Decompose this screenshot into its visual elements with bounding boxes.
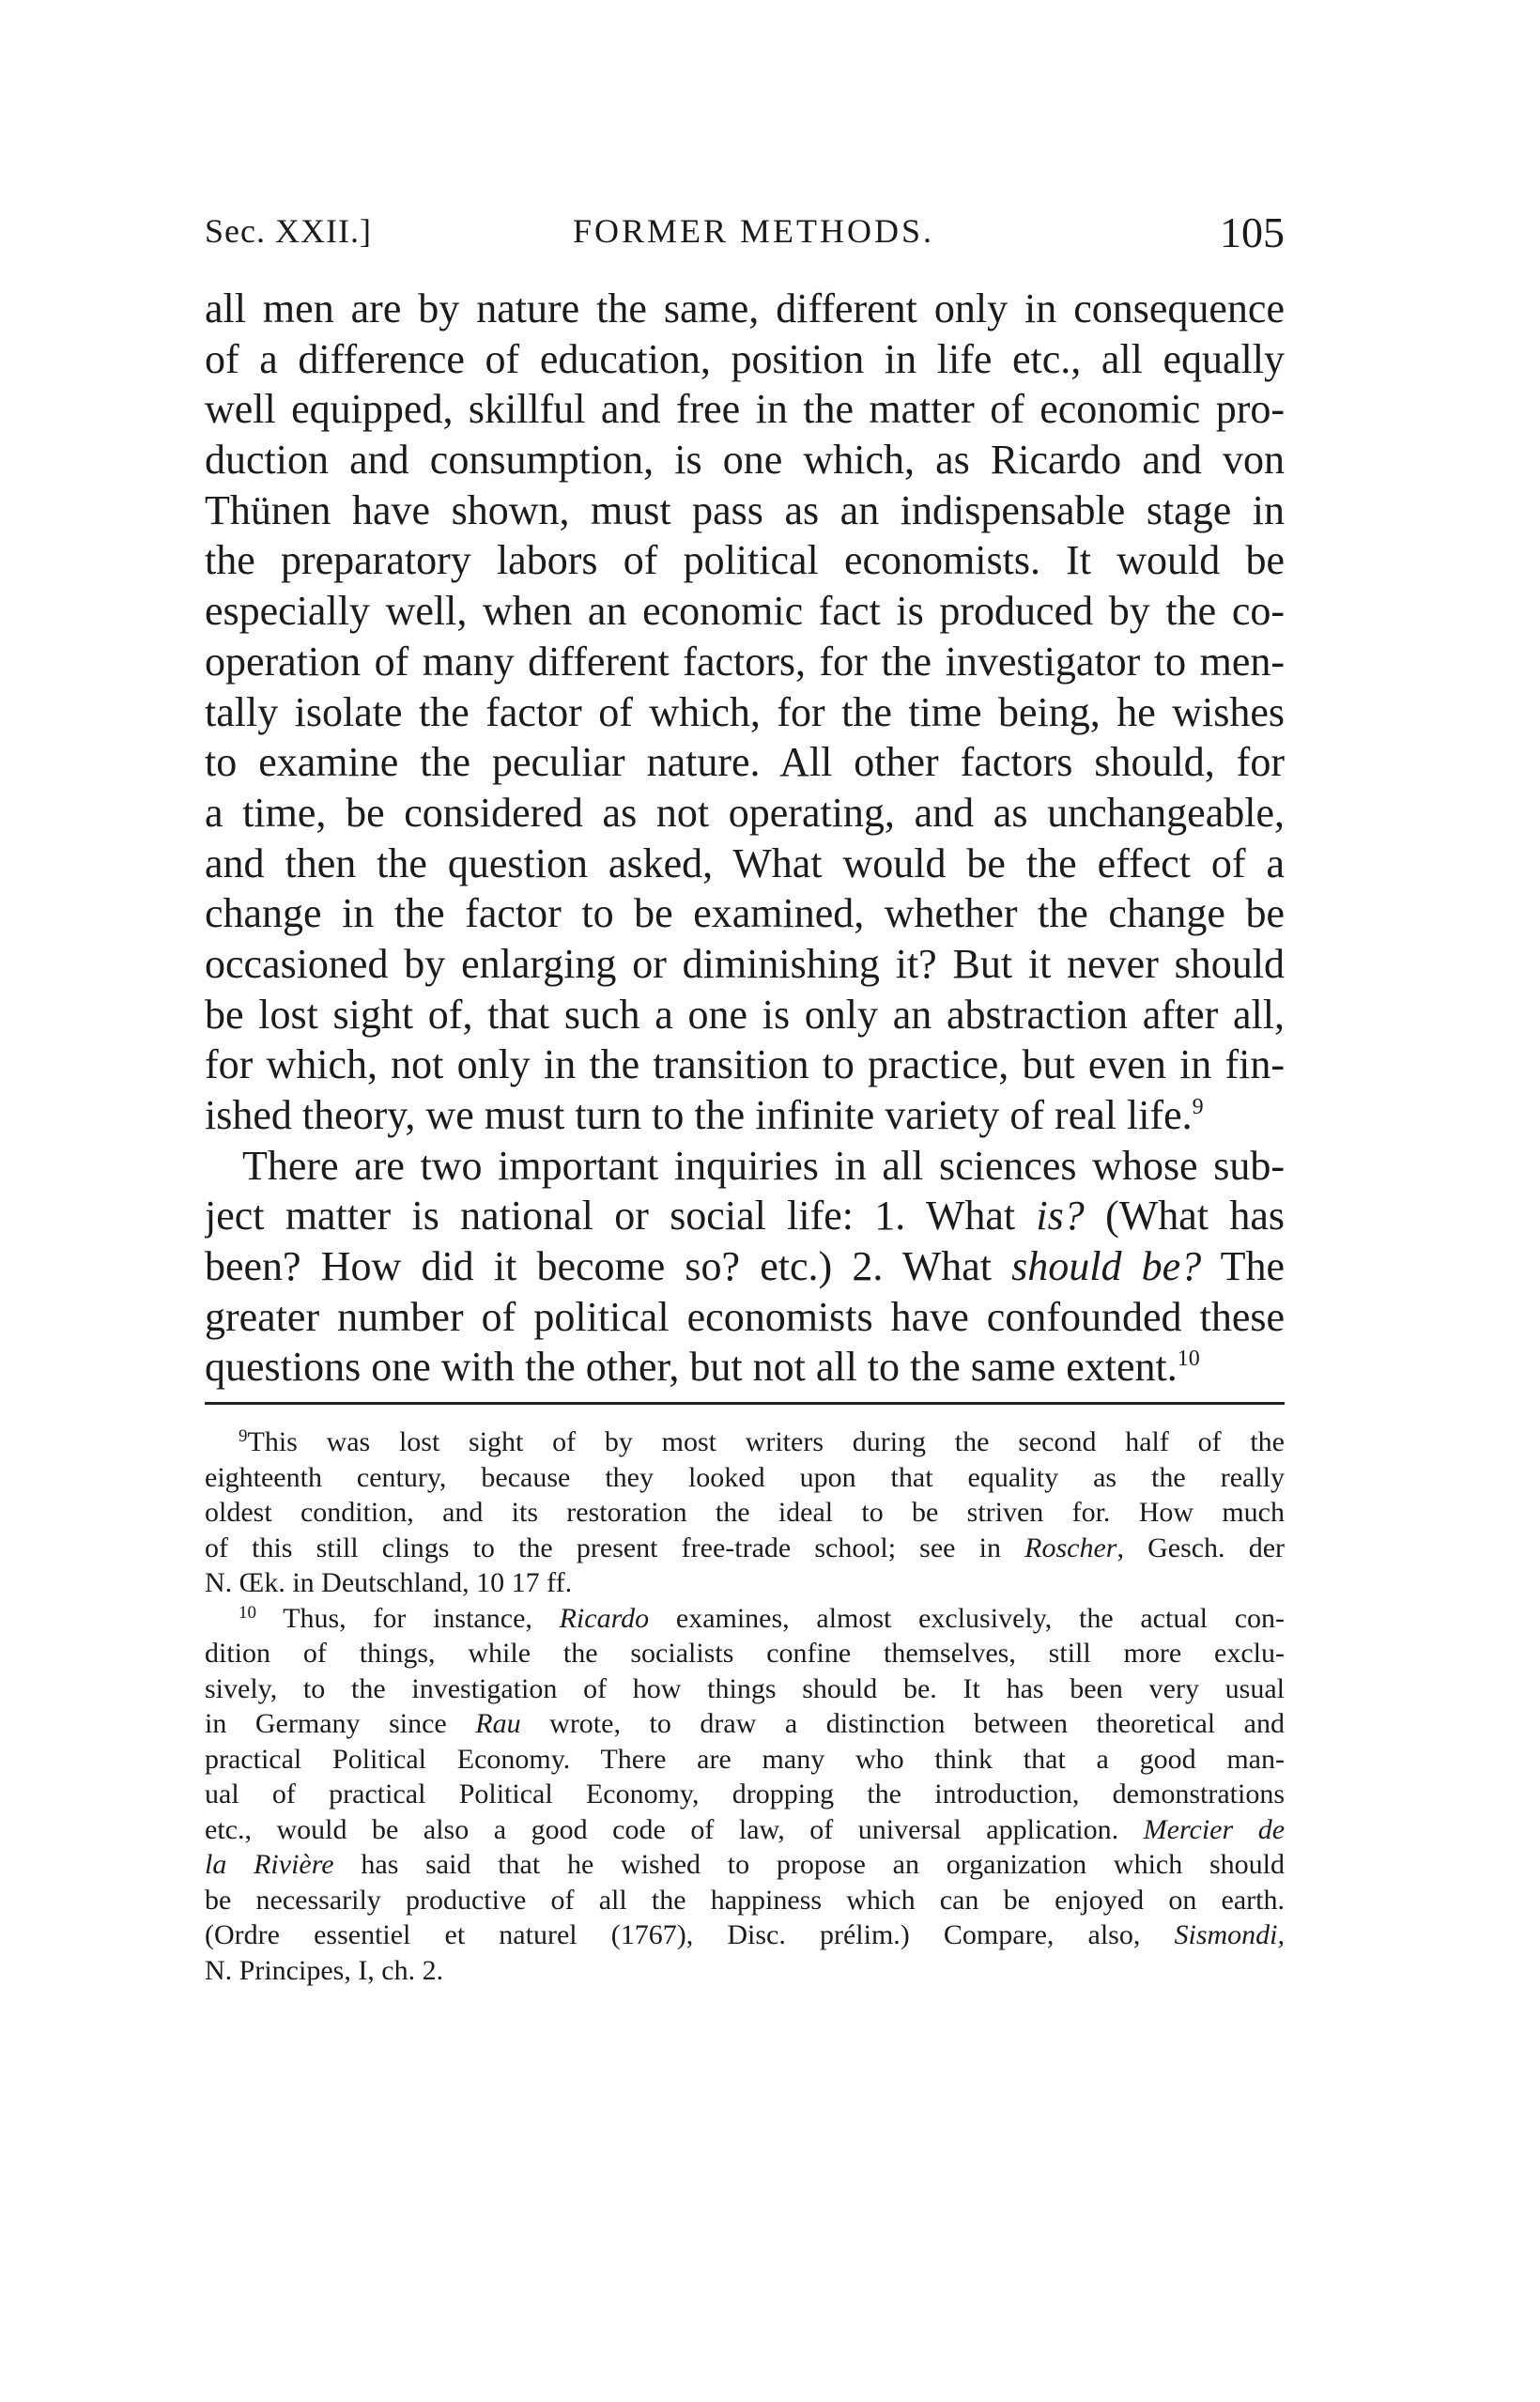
footnote-line [205, 1812, 1285, 1848]
text-line: greater number of political economists have confounded these [205, 1293, 1285, 1340]
text-span: (What has [1084, 1193, 1285, 1239]
text-line: There are two important inquiries in all sciences whose sub- [242, 1142, 1285, 1189]
footnote-line [205, 1706, 1285, 1742]
text-span: (Ordre essentiel et naturel (1767), Disc. prélim.) Compare, also, [205, 1919, 1175, 1950]
page-number: 105 [1220, 208, 1285, 256]
footnote-line [205, 1847, 1285, 1883]
author-name: Mercier de [1143, 1813, 1285, 1845]
text-span: This was lost sight of by most writers during the second half of the [247, 1426, 1285, 1457]
footnote-ref-10[interactable]: 10 [1177, 1347, 1200, 1372]
text-line [205, 1090, 1285, 1141]
footnote-line [205, 1531, 1285, 1566]
text-span: of this still clings to the present free-trade school; see in [205, 1532, 1025, 1563]
main-text [205, 284, 1285, 1393]
footnote-line: sively, to the investigation of how things should be. It has been very usual [205, 1672, 1285, 1704]
text-span: The [1201, 1243, 1285, 1290]
author-name: Roscher [1024, 1532, 1117, 1563]
footnote-line [205, 1917, 1285, 1953]
text-line: Thünen have shown, must pass as an indispensable stage in [205, 486, 1285, 533]
text-span: in Germany since [205, 1708, 476, 1739]
footnote-line: eighteenth century, because they looked upon that equality as the really [205, 1461, 1285, 1493]
text-line: especially well, when an economic fact is produced by the co- [205, 588, 1285, 635]
text-line: and then the question asked, What would be the effect of a [205, 839, 1285, 886]
text-line [205, 1191, 1285, 1241]
page-title: FORMER METHODS. [573, 212, 935, 250]
footnote-line: oldest condition, and its restoration the ideal to be striven for. How much [205, 1497, 1285, 1528]
author-name: Rau [475, 1708, 521, 1739]
emphasis: is? [1036, 1193, 1085, 1239]
footnote-line: be necessarily productive of all the happiness which can be enjoyed on earth. [205, 1884, 1285, 1916]
footnotes [205, 1424, 1285, 1988]
text-span: ished theory, we must turn to the infinite variety of real life. [205, 1092, 1193, 1138]
text-line: to examine the peculiar nature. All other factors should, for [205, 739, 1285, 786]
text-span: wrote, to draw a distinction between theoretical and [520, 1708, 1285, 1739]
footnote-line: N. Œk. in Deutschland, 10 17 ff. [205, 1567, 573, 1598]
author-name: Sismondi, [1174, 1919, 1285, 1950]
text-line: change in the factor to be examined, whether the change be [205, 890, 1285, 937]
footnote-line: ual of practical Political Economy, dropping the introduction, demonstrations [205, 1778, 1285, 1809]
footnote-ref-9[interactable]: 9 [1192, 1095, 1204, 1119]
text-line: operation of many different factors, for the investigator to men- [205, 638, 1285, 685]
text-line: for which, not only in the transition to practice, but even in fin- [205, 1041, 1285, 1088]
footnote-line [205, 1424, 1285, 1460]
text-line: of a difference of education, position in life etc., all equally [205, 335, 1285, 382]
author-name: la Rivière [205, 1849, 334, 1880]
text-span: examines, almost exclusively, the actual con- [649, 1602, 1285, 1634]
footnote-number: 9 [239, 1426, 248, 1446]
text-line: well equipped, skillful and free in the matter of economic pro- [205, 386, 1285, 433]
text-span: Thus, for instance, [256, 1602, 560, 1634]
text-line: occasioned by enlarging or diminishing it? But it never should [205, 940, 1285, 987]
text-line [205, 1241, 1285, 1292]
text-span: , Gesch. der [1116, 1532, 1285, 1563]
emphasis: should be? [1011, 1243, 1202, 1290]
footnote-line: practical Political Economy. There are many who think that a good man- [205, 1743, 1285, 1775]
footnote-number: 10 [239, 1602, 256, 1623]
footnote-divider [205, 1402, 1285, 1405]
text-span: has said that he wished to propose an organization which should [333, 1849, 1285, 1880]
footnote-line: dition of things, while the socialists confine themselves, still more exclu- [205, 1638, 1285, 1669]
text-span: been? How did it become so? etc.) 2. What [205, 1243, 1012, 1290]
text-span: etc., would be also a good code of law, of universal application. [205, 1813, 1144, 1845]
text-line: the preparatory labors of political economists. It would be [205, 537, 1285, 584]
footnote-line: N. Principes, I, ch. 2. [205, 1954, 444, 1986]
text-line [205, 1342, 1285, 1393]
footnote-line [205, 1601, 1285, 1637]
text-line: all men are by nature the same, different only in consequence [205, 285, 1285, 331]
section-label: Sec. XXII.] [205, 212, 372, 250]
author-name: Ricardo [559, 1602, 650, 1634]
text-line: tally isolate the factor of which, for the time being, he wishes [205, 688, 1285, 735]
running-head [205, 202, 1285, 268]
text-line: a time, be considered as not operating, and as unchangeable, [205, 789, 1285, 836]
text-line: be lost sight of, that such a one is only an abstraction after all, [205, 991, 1285, 1038]
text-span: questions one with the other, but not all to the same extent. [205, 1344, 1178, 1391]
text-line: duction and consumption, is one which, as Ricardo and von [205, 437, 1285, 484]
text-span: ject matter is national or social life: 1. What [205, 1193, 1037, 1239]
